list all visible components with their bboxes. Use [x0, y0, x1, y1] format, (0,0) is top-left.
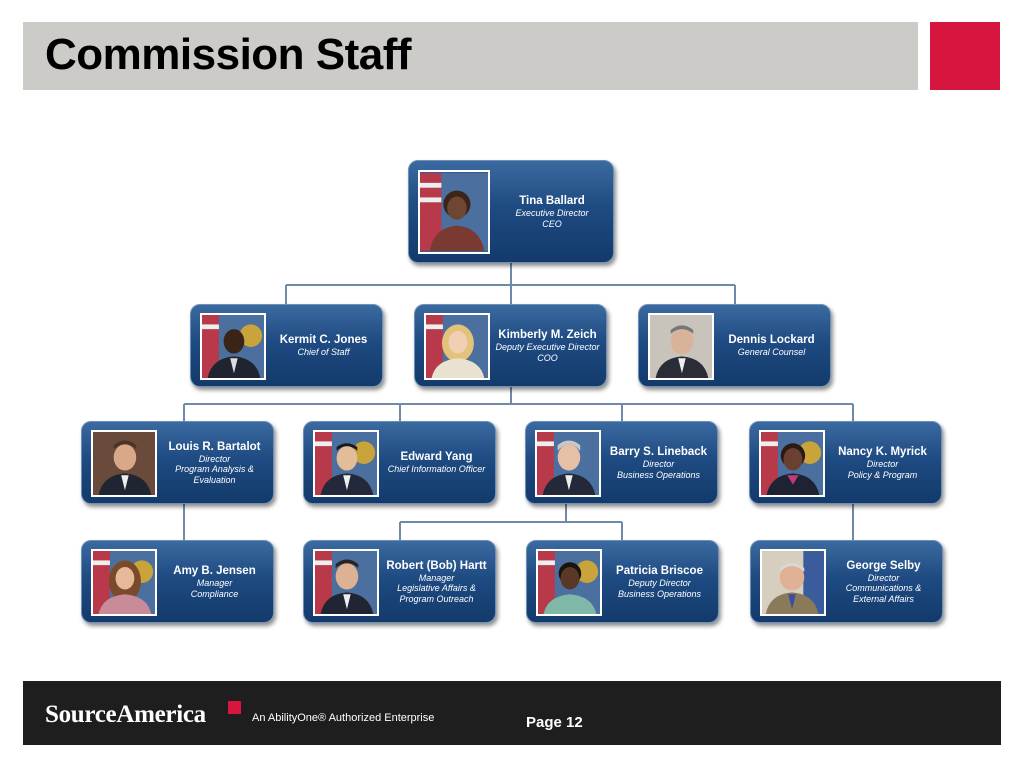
logo-mark-icon — [228, 701, 241, 714]
person-role: Communications & — [845, 583, 922, 594]
person-name: George Selby — [846, 559, 921, 572]
portrait-photo — [648, 313, 714, 380]
page-number: Page 12 — [526, 714, 583, 731]
org-card-barry-lineback[interactable] — [525, 421, 718, 504]
portrait-photo — [313, 430, 379, 497]
card-text — [160, 541, 269, 622]
person-role: Legislative Affairs & — [397, 583, 476, 594]
org-card-louis-bartalot[interactable] — [81, 421, 274, 504]
org-card-robert-hartt[interactable] — [303, 540, 496, 623]
person-role: Program Analysis & — [175, 464, 254, 475]
portrait-photo — [200, 313, 266, 380]
person-role: Director — [198, 453, 231, 464]
org-card-nancy-myrick[interactable] — [749, 421, 942, 504]
portrait-photo — [536, 549, 602, 616]
person-role: General Counsel — [737, 347, 806, 358]
person-role: Director — [866, 459, 899, 469]
person-role: Manager — [418, 572, 455, 583]
person-role: Deputy Executive Director — [495, 342, 600, 352]
portrait-photo — [759, 430, 825, 497]
portrait-photo — [535, 430, 601, 497]
person-name: Dennis Lockard — [728, 334, 815, 347]
person-role: Deputy Director — [628, 578, 691, 588]
org-card-patricia-briscoe[interactable] — [526, 540, 719, 623]
org-card-kimberly-zeich[interactable] — [414, 304, 607, 387]
portrait-photo — [418, 170, 490, 254]
portrait-photo — [760, 549, 826, 616]
sourceamerica-logo: SourceAmerica — [45, 701, 206, 728]
card-text — [604, 422, 713, 503]
person-role: Director — [867, 572, 900, 583]
person-role: COO — [537, 352, 558, 363]
card-text — [829, 541, 938, 622]
card-text — [605, 541, 714, 622]
card-text — [828, 422, 937, 503]
org-card-edward-yang[interactable] — [303, 421, 496, 504]
person-name: Nancy K. Myrick — [838, 446, 927, 458]
person-name: Tina Ballard — [519, 195, 585, 207]
page-title: Commission Staff — [45, 30, 412, 79]
person-name: Kimberly M. Zeich — [498, 329, 597, 341]
portrait-photo — [313, 549, 379, 616]
card-text — [269, 305, 378, 386]
org-card-dennis-lockard[interactable] — [638, 304, 831, 387]
card-text — [382, 422, 491, 503]
footer-tagline: An AbilityOne® Authorized Enterprise — [252, 712, 435, 724]
person-role: Chief of Staff — [297, 347, 350, 358]
person-role: CEO — [542, 218, 562, 229]
footer-bar — [23, 681, 1001, 745]
person-name: Barry S. Lineback — [609, 446, 708, 458]
card-text — [493, 305, 602, 386]
person-role: Business Operations — [617, 588, 702, 599]
person-name: Edward Yang — [400, 451, 473, 464]
portrait-photo — [91, 430, 157, 497]
card-text — [495, 161, 609, 262]
card-text — [717, 305, 826, 386]
person-name: Patricia Briscoe — [616, 565, 703, 577]
person-role: Business Operations — [616, 469, 701, 480]
org-card-tina-ballard[interactable] — [408, 160, 614, 263]
person-role: Director — [642, 459, 675, 469]
card-text — [160, 422, 269, 503]
portrait-photo — [91, 549, 157, 616]
person-name: Louis R. Bartalot — [168, 440, 261, 453]
person-role: Evaluation — [193, 474, 236, 485]
person-name: Robert (Bob) Hartt — [386, 559, 487, 572]
person-name: Kermit C. Jones — [279, 334, 368, 347]
person-role: Policy & Program — [847, 469, 918, 480]
person-role: Chief Information Officer — [387, 464, 486, 475]
card-text — [382, 541, 491, 622]
person-name: Amy B. Jensen — [173, 565, 256, 577]
org-card-amy-jensen[interactable] — [81, 540, 274, 623]
person-role: Compliance — [190, 588, 239, 599]
person-role: Executive Director — [515, 208, 589, 218]
org-card-kermit-jones[interactable] — [190, 304, 383, 387]
person-role: Manager — [196, 578, 233, 588]
person-role: External Affairs — [853, 593, 914, 604]
portrait-photo — [424, 313, 490, 380]
org-card-george-selby[interactable] — [750, 540, 943, 623]
person-role: Program Outreach — [399, 593, 474, 604]
